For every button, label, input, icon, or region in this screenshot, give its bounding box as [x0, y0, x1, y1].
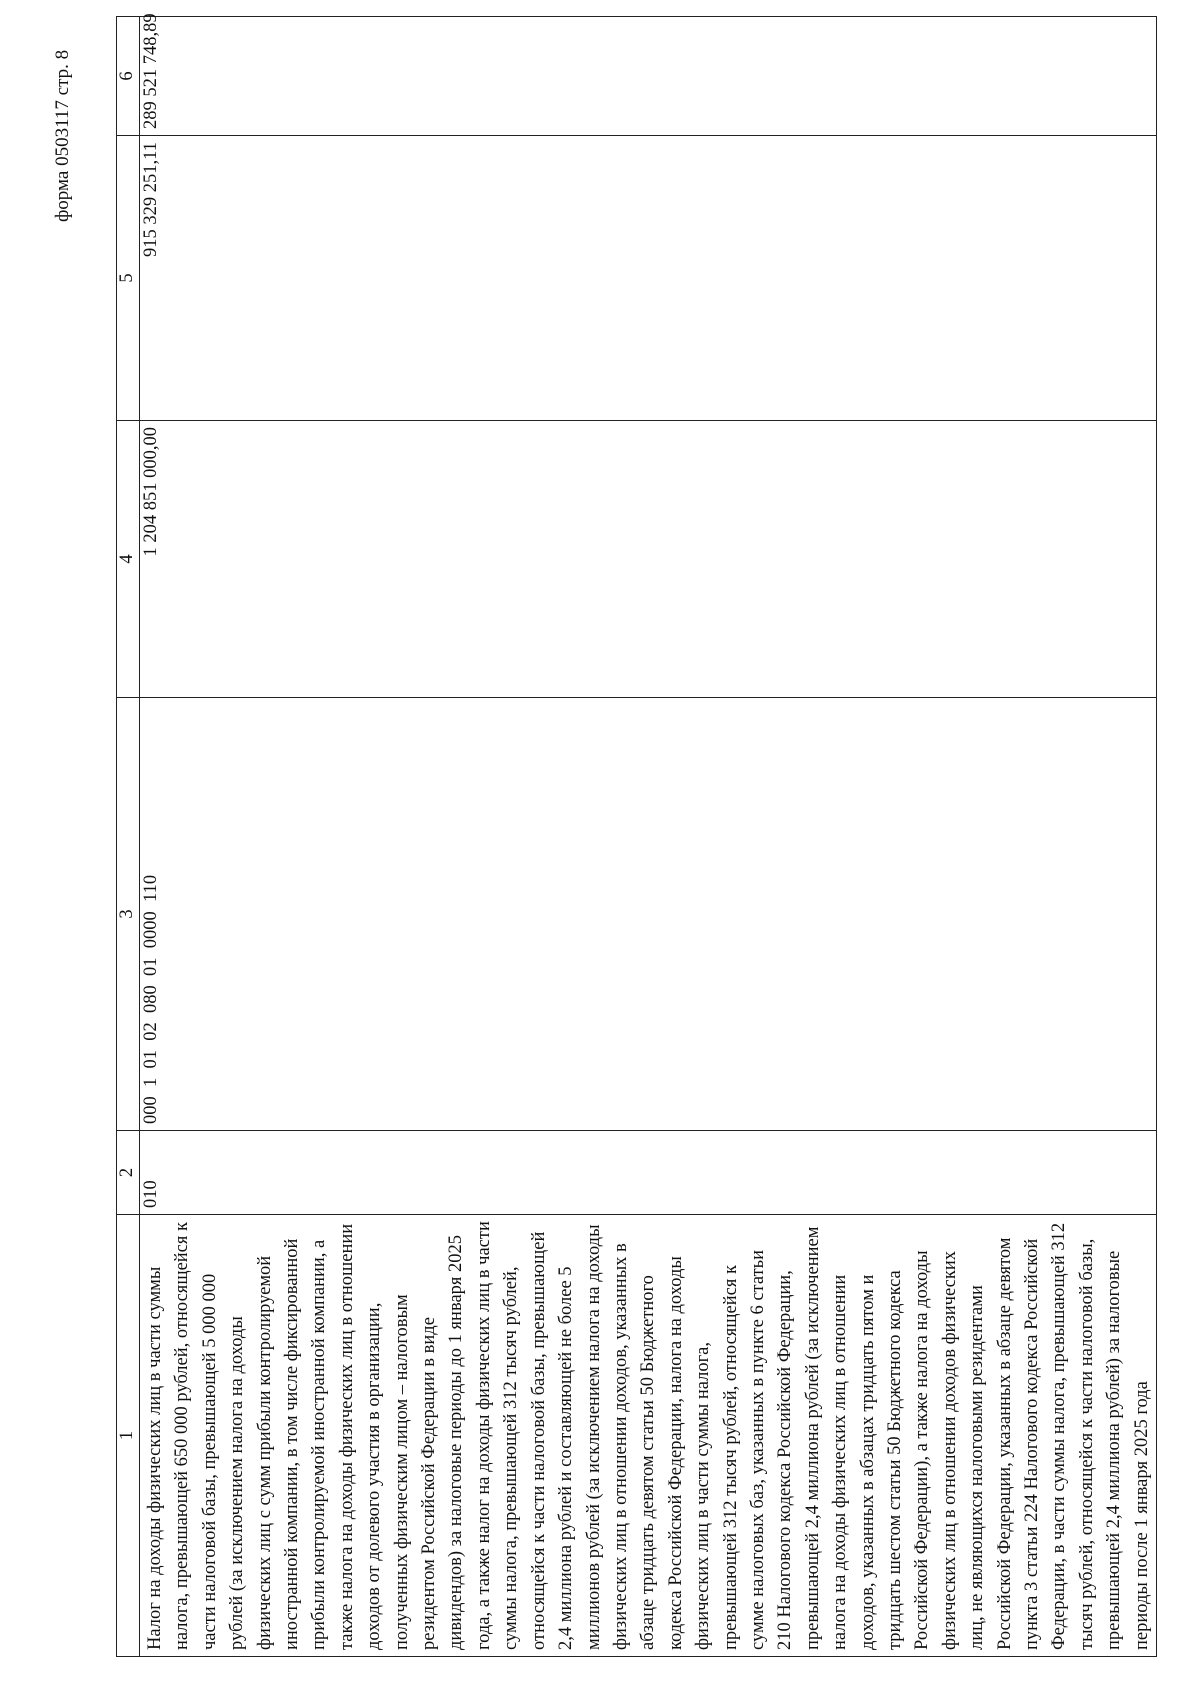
column-header-5: 5: [117, 136, 140, 421]
page-header-form-number: форма 0503117 стр. 8: [52, 49, 73, 222]
row-approved-amount: 1 204 851 000,00: [140, 421, 1157, 698]
table-row: [140, 17, 1157, 1657]
column-header-4: 4: [117, 421, 140, 698]
column-header-2: 2: [117, 1131, 140, 1215]
row-budget-classification-code: 000 1 01 02 080 01 0000 110: [140, 698, 1157, 1131]
row-unexecuted-amount: 289 521 748,89: [140, 17, 1157, 136]
row-description: Налог на доходы физических лиц в части суммы налога, превышающей 650 000 рублей, относящейся к части налоговой базы, превышающей 5 000 000 рублей (за исключением налога на доходы физических лиц с сумм прибыли контролируемой иностранной компании, в том числе фиксированной прибыли контролируемой иностранной компании, а также налога на доходы физических лиц в отношении доходов от долевого участия в организации, полученных физическим лицом – налоговым резидентом Российской Федерации в виде дивидендов) за налоговые периоды до 1 января 2025 года, а также налог на доходы физических лиц в части суммы налога, превышающей 312 тысяч рублей, относящейся к части налоговой базы, превышающей 2,4 миллиона рублей и составляющей не более 5 миллионов рублей (за исключением налога на доходы физических лиц в отношении доходов, указанных в абзаце тридцать девятом статьи 50 Бюджетного кодекса Российской Федерации, налога на доходы физических лиц в части суммы налога, превышающей 312 тысяч рублей, относящейся к сумме налоговых баз, указанных в пункте 6 статьи 210 Налогового кодекса Российской Федерации, превышающей 2,4 миллиона рублей (за исключением налога на доходы физических лиц в отношении доходов, указанных в абзацах тридцать пятом и тридцать шестом статьи 50 Бюджетного кодекса Российской Федерации), а также налога на доходы физических лиц в отношении доходов физических лиц, не являющихся налоговыми резидентами Российской Федерации, указанных в абзаце девятом пункта 3 статьи 224 Налогового кодекса Российской Федерации, в части суммы налога, превышающей 312 тысяч рублей, относящейся к части налоговой базы, превышающей 2,4 миллиона рублей) за налоговые периоды после 1 января 2025 года: [140, 1215, 1157, 1657]
report-table: [116, 13, 1157, 1657]
column-header-3: 3: [117, 698, 140, 1131]
column-number-row: [117, 17, 140, 1657]
column-header-1: 1: [117, 1215, 140, 1657]
row-line-code: 010: [140, 1131, 1157, 1215]
row-executed-amount: 915 329 251,11: [140, 136, 1157, 421]
column-header-6: 6: [117, 17, 140, 136]
